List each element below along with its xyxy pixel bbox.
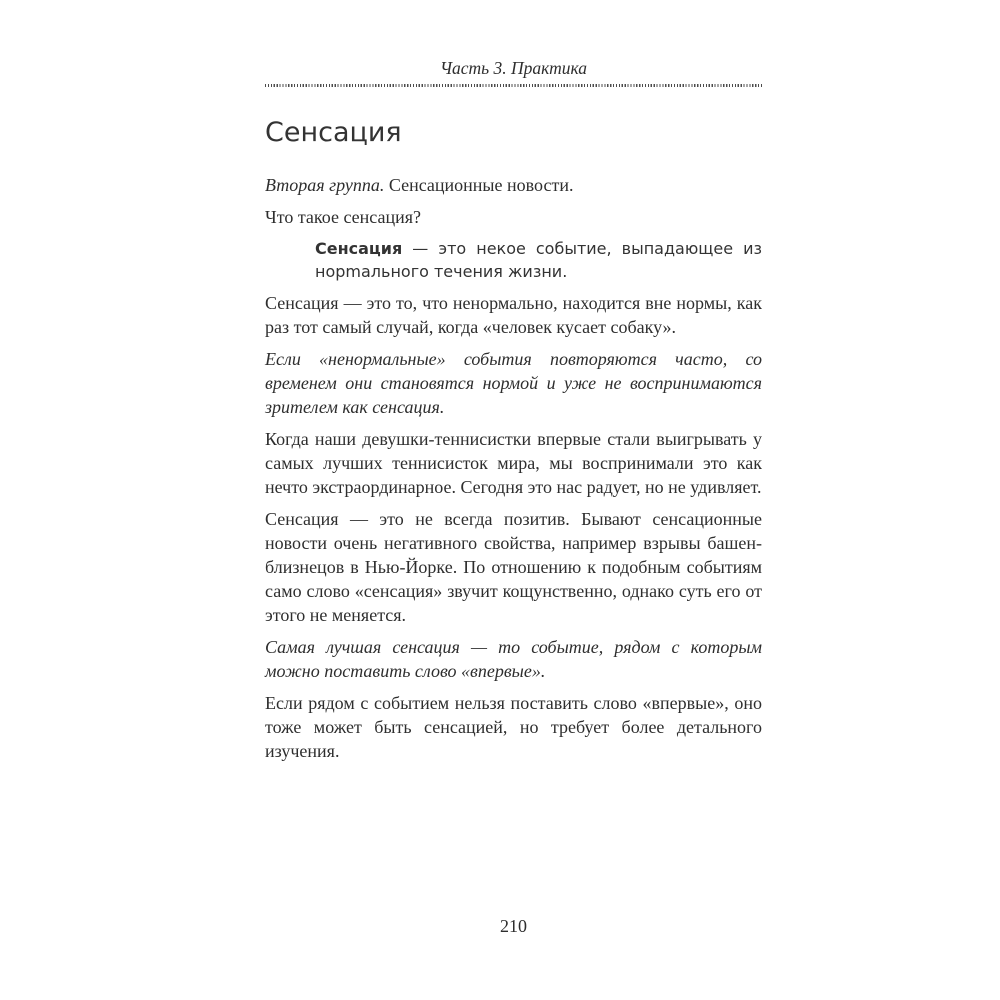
section-title: Сенсация	[265, 117, 402, 148]
paragraph-lead-rest: Сенсационные новости.	[384, 175, 574, 195]
definition-block	[315, 237, 762, 283]
dotted-divider	[265, 84, 762, 87]
paragraph-first-word: Если рядом с событием нельзя поставить слово «впервые», оно тоже может быть сенсацией, но требует более детального изучения.	[265, 693, 762, 761]
paragraph-tennis: Когда наши девушки-теннисистки впервые стали выигрывать у самых лучших теннисисток мира, мы воспринимали это как нечто экстраординарное. Сегодня это нас радует, но не удивляет.	[265, 429, 762, 497]
running-head: Часть 3. Практика	[439, 58, 588, 78]
paragraph-group-intro	[265, 173, 762, 197]
page-number: 210	[500, 916, 527, 936]
paragraph-best-sensation: Самая лучшая сенсация — то событие, рядом с которым можно поставить слово «впервые».	[265, 637, 762, 681]
definition-term: Сенсация	[315, 239, 403, 258]
definition-body: — это некое событие, выпадающее из норmального течения жизни.	[315, 239, 762, 281]
paragraph-negative: Сенсация — это не всегда позитив. Бывают сенсационные новости очень негативного свойства, например взрывы башен-близнецов в Нью-Йорке. По отношению к подобным событиям само слово «сенсация» звучит кощунственно, однако суть его от этого не меняется.	[265, 509, 762, 625]
paragraph-lead-italic: Вторая группа.	[265, 175, 385, 195]
paragraph-question: Что такое сенсация?	[265, 207, 422, 227]
page-content	[265, 56, 762, 763]
paragraph-abnormal: Сенсация — это то, что ненормально, находится вне нормы, как раз тот самый случай, когда «человек кусает собаку».	[265, 293, 762, 337]
paragraph-repeat-events: Если «ненормальные» события повторяются часто, со временем они становятся нормой и уже не воспринимаются зрителем как сенсация.	[265, 349, 762, 417]
